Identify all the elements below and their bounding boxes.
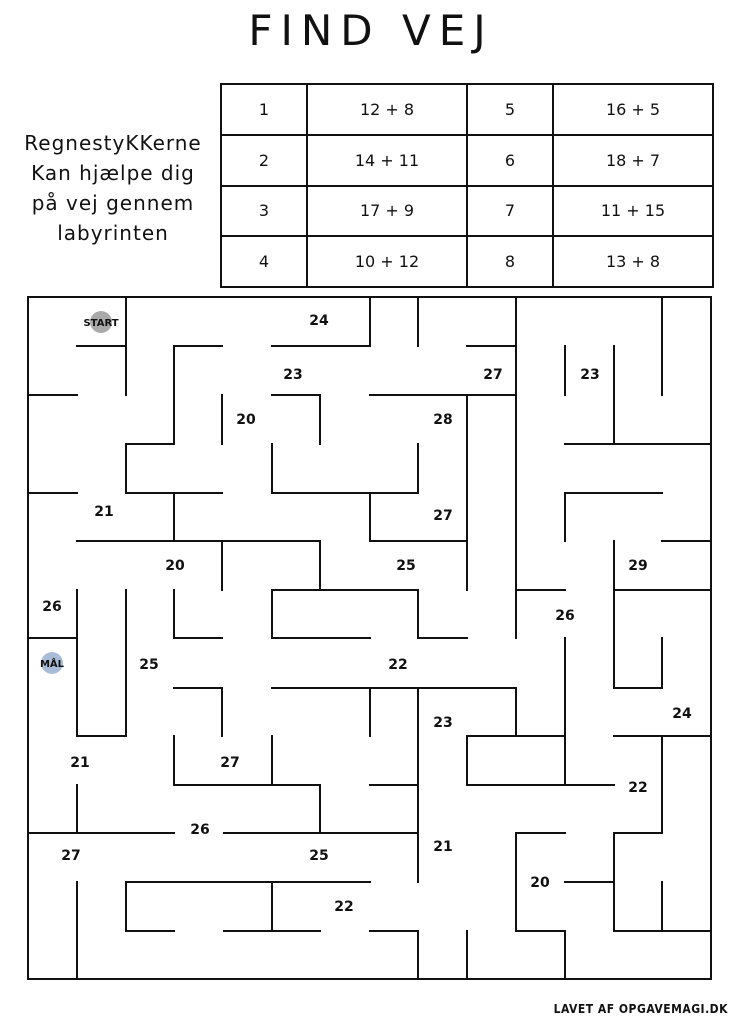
maze-number: 25 [309, 848, 329, 864]
maze-number: 24 [672, 706, 692, 722]
footer-credit: LAVET AF OPGAVEMAGI.DK [553, 1002, 728, 1016]
page-title: FIND VEJ [248, 6, 494, 55]
maze-number: 27 [220, 755, 240, 771]
maze-number: 23 [580, 367, 600, 383]
maze-number: 21 [94, 504, 114, 520]
problem-number: 6 [467, 135, 553, 186]
maze-number: 29 [628, 558, 648, 574]
maze-number: 24 [309, 313, 329, 329]
problem-expression: 12 + 8 [307, 84, 467, 135]
maze-numbers [39, 313, 692, 915]
maze-number: 20 [165, 558, 185, 574]
problem-number: 3 [221, 186, 307, 237]
maze-number: 23 [433, 715, 453, 731]
instruction-line: Kan hjælpe dig [31, 161, 195, 185]
maze-number: 21 [70, 755, 90, 771]
maze-number: 27 [433, 508, 453, 524]
maze-number: 22 [334, 899, 354, 915]
maze-number: 26 [555, 608, 575, 624]
problem-expression: 11 + 15 [553, 186, 713, 237]
maze-number: 26 [190, 822, 210, 838]
problem-number: 7 [467, 186, 553, 237]
maze-number: 25 [139, 657, 159, 673]
problem-expression: 17 + 9 [307, 186, 467, 237]
start-label: START [83, 318, 119, 329]
problem-expression: 10 + 12 [307, 236, 467, 287]
maze-number: 20 [530, 875, 550, 891]
maze-number: 26 [42, 599, 62, 615]
maze-number: 27 [61, 848, 81, 864]
maze-number: 21 [433, 839, 453, 855]
problem-number: 1 [221, 84, 307, 135]
problem-number: 5 [467, 84, 553, 135]
goal-label: MÅL [39, 659, 65, 670]
maze-number: 20 [236, 412, 256, 428]
problem-number: 2 [221, 135, 307, 186]
instruction-line: RegnestyKKerne [24, 131, 202, 155]
problem-expression: 13 + 8 [553, 236, 713, 287]
goal-marker [40, 652, 65, 674]
problem-number: 8 [467, 236, 553, 287]
maze-number: 25 [396, 558, 416, 574]
instruction-line: labyrinten [57, 221, 169, 245]
maze-number: 23 [283, 367, 303, 383]
maze-number: 22 [628, 780, 648, 796]
start-marker [83, 311, 118, 333]
maze-number: 28 [433, 412, 453, 428]
problem-expression: 14 + 11 [307, 135, 467, 186]
instruction-line: på vej gennem [31, 191, 195, 215]
problem-number: 4 [221, 236, 307, 287]
maze-number: 22 [388, 657, 408, 673]
maze-number: 27 [483, 367, 503, 383]
maze-walls [28, 297, 711, 979]
problem-expression: 16 + 5 [553, 84, 713, 135]
problem-expression: 18 + 7 [553, 135, 713, 186]
